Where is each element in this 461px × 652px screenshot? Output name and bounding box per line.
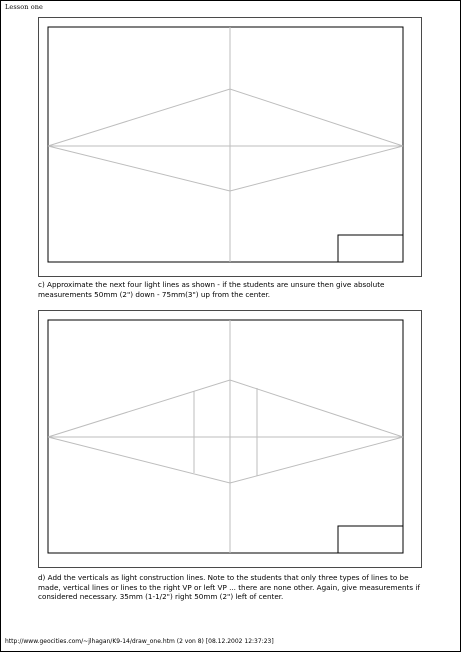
figure-c-drawing: [39, 18, 421, 276]
page-header: Lesson one: [5, 3, 43, 11]
caption-d: d) Add the verticals as light construction lines. Note to the students that only three types of lines to be made, vertical lines or lines to the right VP or left VP ... there are none other. Again, give measurements if considered necessary. 35mm (1-1/2") right 50mm (2") left of center.: [38, 573, 420, 601]
upper-construction-lines: [48, 89, 403, 146]
caption-c: c) Approximate the next four light lines as shown - if the students are unsure then give absolute measurements 50mm (2") down - 75mm(3") up from the center.: [38, 280, 385, 299]
upper-construction-lines: [48, 380, 403, 437]
title-block: [338, 235, 403, 262]
figure-d: [38, 310, 422, 568]
title-block: [338, 526, 403, 553]
figure-d-drawing: [39, 311, 421, 567]
page-footer-url: http://www.geocities.com/~jlhagan/K9-14/draw_one.htm (2 von 8) [08.12.2002 12:37:23]: [5, 638, 274, 645]
drawing-border: [48, 27, 403, 262]
figure-c: [38, 17, 422, 277]
lower-construction-lines: [48, 146, 403, 191]
lower-construction-lines: [48, 437, 403, 483]
